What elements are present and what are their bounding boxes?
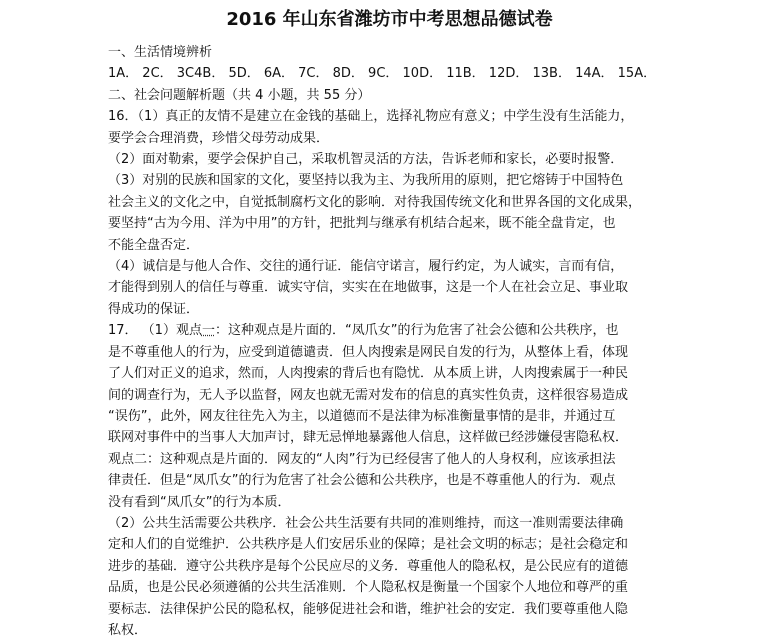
q17-first-line	[108, 320, 667, 341]
answer-key-line: 1A． 2C． 3C4B． 5D． 6A． 7C． 8D． 9C． 10D． 11B． 12D． 13B． 14A． 15A．	[108, 66, 657, 82]
section1-heading: 一、生活情境辨析	[108, 45, 213, 60]
q16-line: （3）对别的民族和国家的文化，要坚持以我为主、为我所用的原则，把它熔铸于中国特色	[108, 173, 624, 189]
section2-heading: 二、社会问题解析题（共 4 小题，共 55 分）	[108, 87, 371, 103]
q17-dotted-word: 一	[201, 323, 215, 339]
q17-line: 进步的基础．遵守公共秩序是每个公民应尽的义务．尊重他人的隐私权，是公民应有的道德	[108, 558, 629, 574]
question-16	[108, 106, 667, 320]
q17-line: 定和人们的自觉维护．公共秩序是人们安居乐业的保障；是社会文明的标志；是社会稳定和	[108, 537, 629, 553]
q17-first-rest: ：这种观点是片面的．“凤爪女”的行为危害了社会公德和公共秩序，也	[214, 323, 619, 339]
q17-line: 品质，也是公民必须遵循的公共生活准则．个人隐私权是衡量一个国家个人地位和尊严的重	[108, 580, 629, 596]
q16-line: 才能得到别人的信任与尊重．诚实守信，实实在在地做事，这是一个人在社会立足、事业取	[108, 280, 629, 296]
q17-prefix: 17． （1）观点	[108, 323, 202, 339]
question-17	[108, 320, 667, 641]
q16-line: 不能全盘否定．	[108, 237, 200, 253]
q17-line: 间的调查行为，无人予以监督，网友也就无需对发布的信息的真实性负责，这样很容易造成	[108, 387, 629, 403]
q17-line: 私权．	[108, 622, 148, 638]
document-body	[0, 42, 779, 641]
q16-line: 要学会合理消费，珍惜父母劳动成果．	[108, 130, 330, 146]
q17-line: 观点二：这种观点是片面的．网友的“人肉”行为已经侵害了他人的人身权利，应该承担法	[108, 451, 616, 467]
q16-line: 16．（1）真正的友情不是建立在金钱的基础上，选择礼物应有意义；中学生没有生活能力，	[108, 109, 634, 125]
q16-line: （4）诚信是与他人合作、交往的通行证．能信守诺言，履行约定，为人诚实，言而有信，	[108, 259, 624, 275]
q17-line: 律责任．但是“凤爪女”的行为危害了社会公德和公共秩序，也是不尊重他人的行为．观点	[108, 473, 616, 489]
q17-line: 联网对事件中的当事人大加声讨，肆无忌惮地暴露他人信息，这样做已经涉嫌侵害隐私权．	[108, 430, 629, 446]
q16-line: 得成功的保证．	[108, 301, 200, 317]
document-title: 2016 年山东省潍坊市中考思想品德试卷	[226, 9, 553, 30]
q17-line: 是不尊重他人的行为，应受到道德谴责．但人肉搜索是网民自发的行为，从整体上看，体现	[108, 344, 629, 360]
q17-line: “误伤”，此外，网友往往先入为主，以道德而不是法律为标准衡量事情的是非，并通过互	[108, 408, 616, 424]
q16-line: （2）面对勒索，要学会保护自己，采取机智灵活的方法，告诉老师和家长，必要时报警．	[108, 152, 624, 168]
q17-line: 了人们对正义的追求，然而，人肉搜索的背后也有隐忧．从本质上讲，人肉搜索属于一种民	[108, 366, 629, 382]
q16-line: 要坚持“古为今用、洋为中用”的方针，把批判与继承有机结合起来，既不能全盘肯定，也	[108, 216, 616, 232]
q17-line: 要标志．法律保护公民的隐私权，能够促进社会和谐，维护社会的安定．我们要尊重他人隐	[108, 601, 629, 617]
q16-line: 社会主义的文化之中，自觉抵制腐朽文化的影响．对待我国传统文化和世界各国的文化成果，	[108, 194, 642, 210]
q17-line: 没有看到“凤爪女”的行为本质．	[108, 494, 291, 510]
q17-line: （2）公共生活需要公共秩序．社会公共生活要有共同的准则维持，而这一准则需要法律确	[108, 515, 624, 531]
